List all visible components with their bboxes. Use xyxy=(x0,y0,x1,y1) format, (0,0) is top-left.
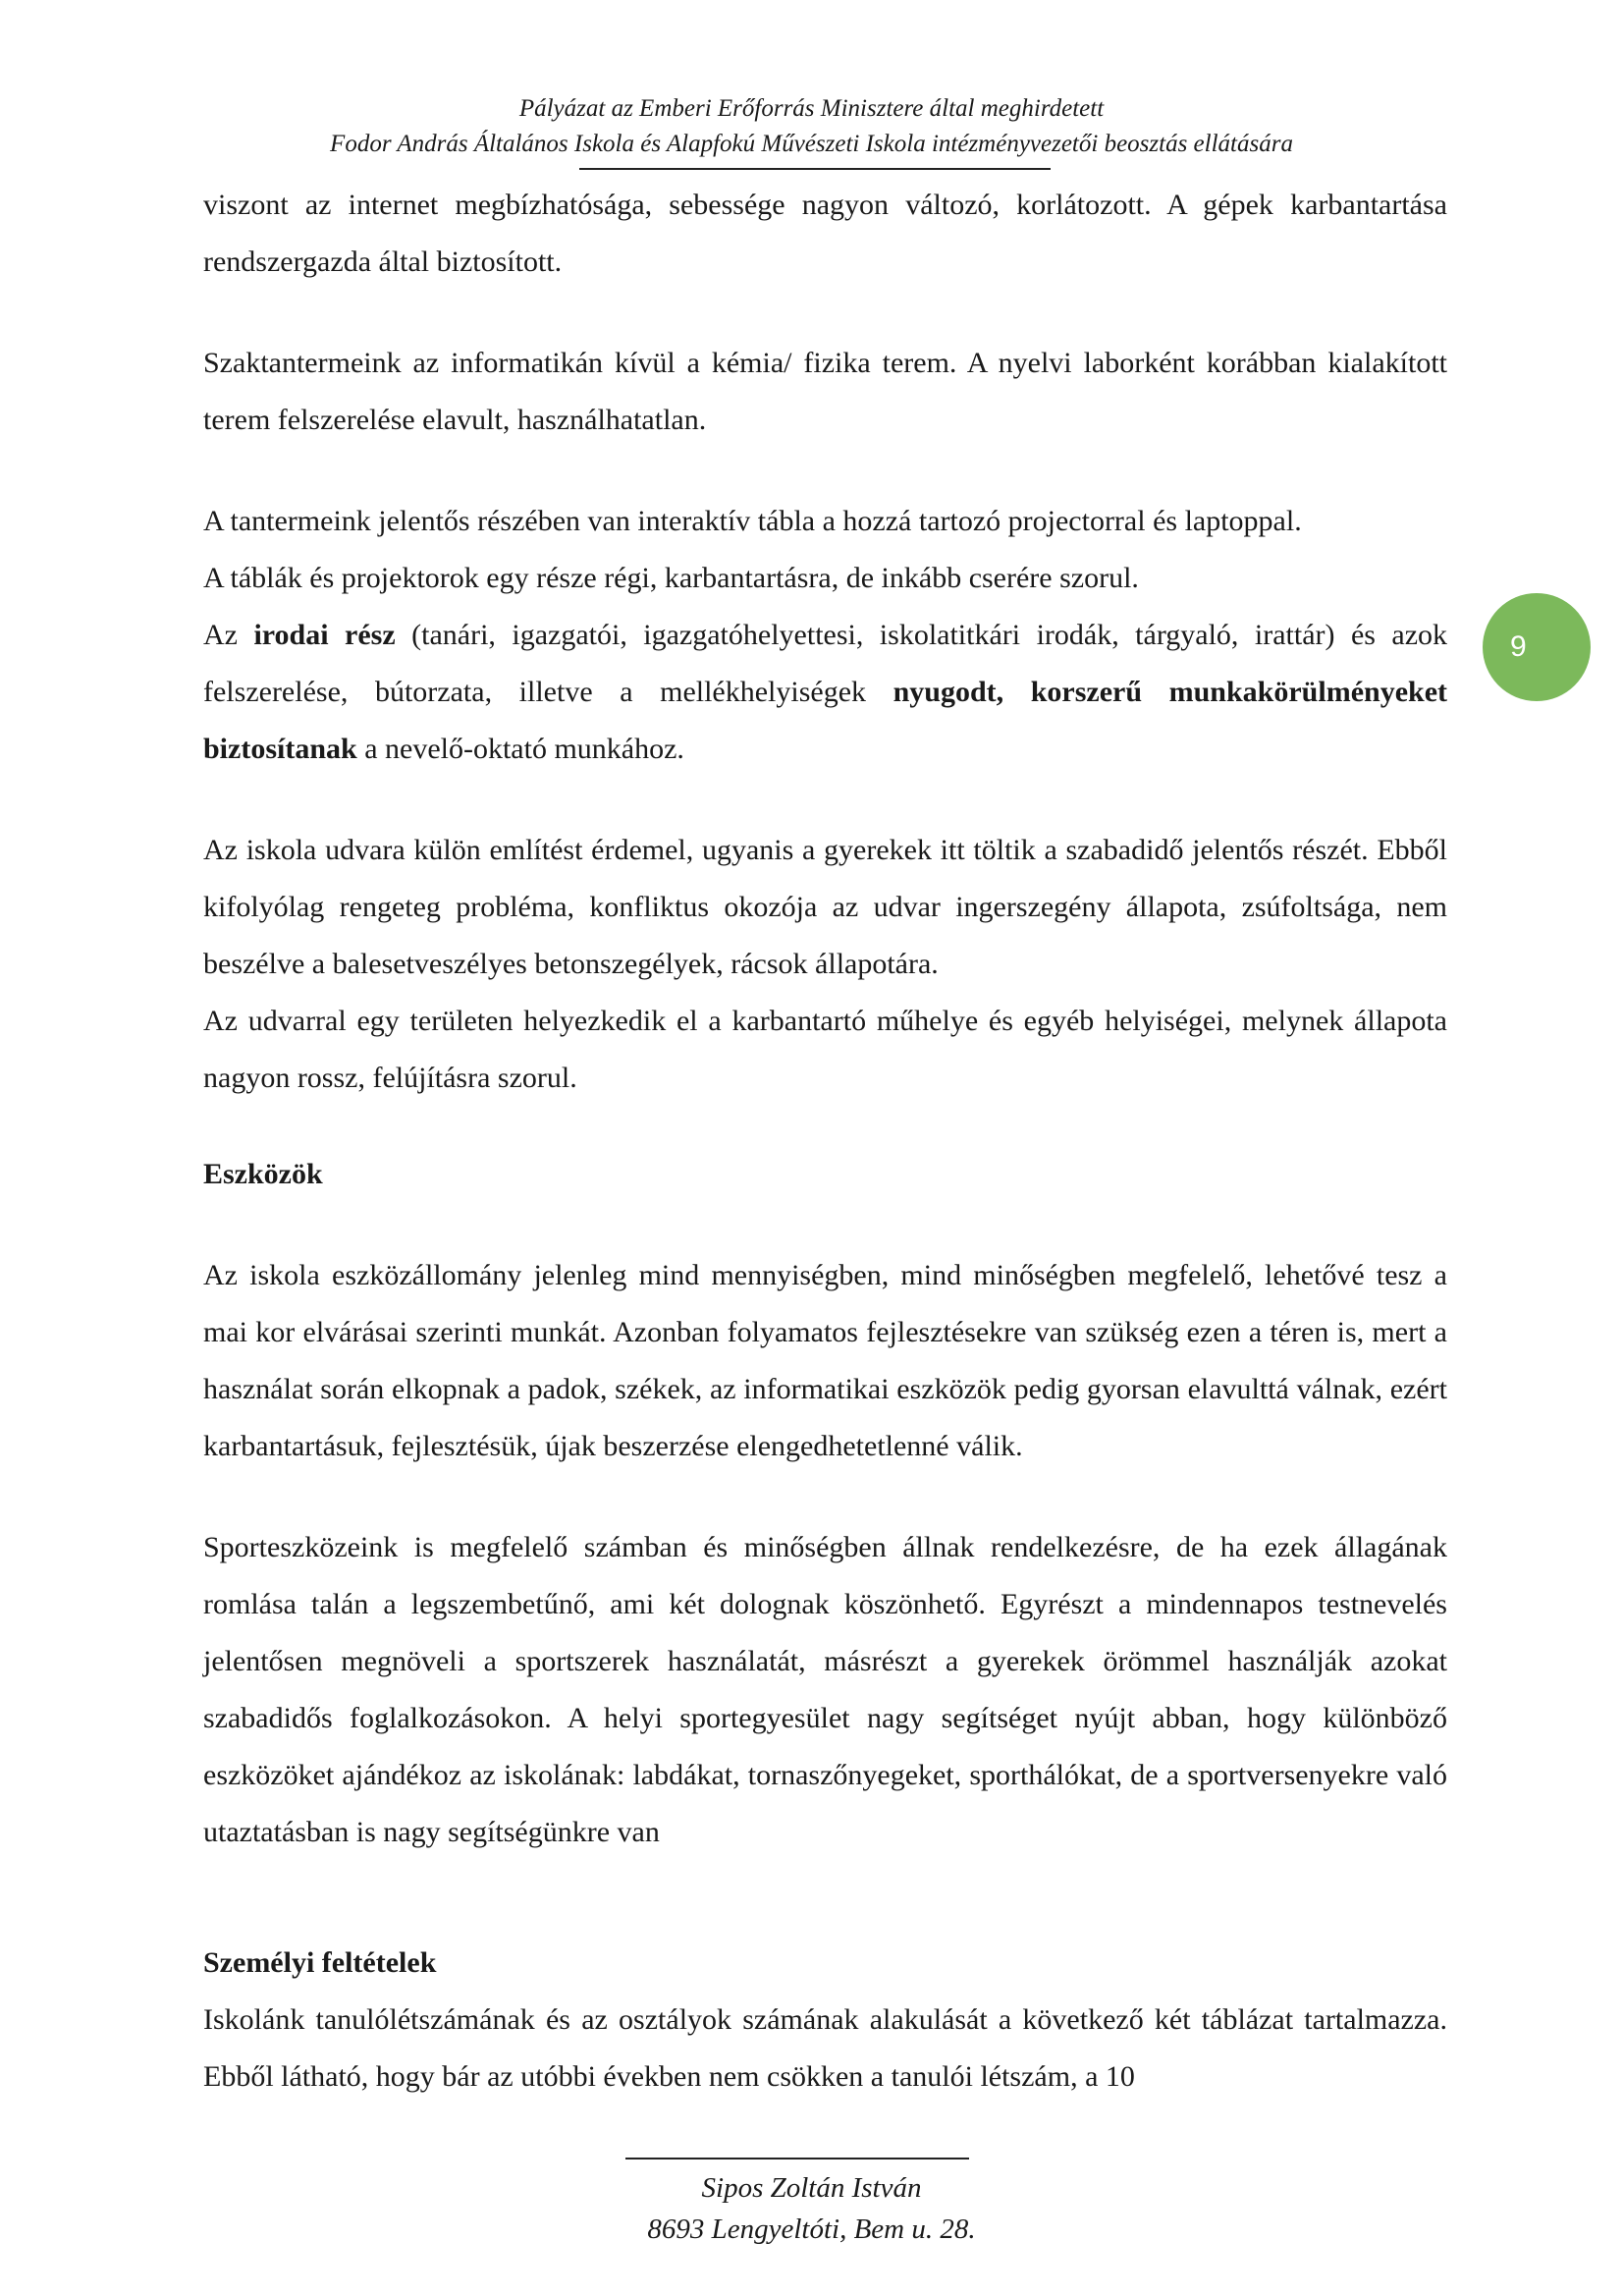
text-run: a nevelő-oktató munkához. xyxy=(356,733,684,765)
paragraph-tanuloletszam: Iskolánk tanulólétszámának és az osztályok számának alakulását a következő két táblázat tartalmazza. Ebből látható, hogy bár az utóbbi években nem csökken a tanulói létszám, a 10 xyxy=(203,2003,1447,2093)
footer-rule xyxy=(625,2158,969,2159)
heading-szemelyi-feltetelek: Személyi feltételek xyxy=(203,1946,437,1979)
paragraph-sporteszkozok: Sporteszközeink is megfelelő számban és minőségben állnak rendelkezésre, de ha ezek állagának romlása talán a legszembetűnő, ami két dolognak köszönhető. Egyrészt a mindennapos testnevelés jelentősen megnöveli a sportszerek használatát, másrészt a gyerekek örömmel használják azokat szabadidős foglalkozásokon. A helyi sportegyesület nagy segítséget nyújt abban, hogy különböző eszközöket ajándékoz az iskolának: labdákat, tornaszőnyegeket, sporthálókat, de a sportversenyekre való utaztatásban is nagy segítségünkre van xyxy=(203,1531,1447,1848)
paragraph-internet: viszont az internet megbízhatósága, sebessége nagyon változó, korlátozott. A gépek karbantartása rendszergazda által biztosított. xyxy=(203,189,1447,278)
header-title-line1: Pályázat az Emberi Erőforrás Minisztere által meghirdetett xyxy=(518,95,1105,122)
paragraph-szaktantermek: Szaktantermeink az informatikán kívül a kémia/ fizika terem. A nyelvi laborként korábban kialakított terem felszerelése elavult, használhatatlan. xyxy=(203,347,1447,436)
heading-eszkozok: Eszközök xyxy=(203,1158,323,1190)
paragraph-irodai-resz xyxy=(203,607,1447,778)
bold-munkakorulmenyek: nyugodt, korszerű munkakörülményeket biztosítanak xyxy=(203,676,1447,765)
text-run: Az xyxy=(203,619,254,651)
paragraph-tantermek: A tantermeink jelentős részében van interaktív tábla a hozzá tartozó projectorral és laptoppal. xyxy=(203,505,1302,537)
footer-name: Sipos Zoltán István xyxy=(701,2172,922,2204)
document-body xyxy=(203,177,1447,2105)
header-rule xyxy=(579,168,1051,170)
text-run: (tanári, igazgatói, igazgatóhelyettesi, iskolatitkári irodák, tárgyaló, irattár) és azok felszerelése, bútorzata, illetve a mellékhelyiségek xyxy=(203,619,1448,708)
paragraph-karbantarto: Az udvarral egy területen helyezkedik el a karbantartó műhelye és egyéb helyiségei, melynek állapota nagyon rossz, felújításra szorul. xyxy=(203,1005,1447,1094)
paragraph-eszkozallomany: Az iskola eszközállomány jelenleg mind mennyiségben, mind minőségben megfelelő, lehetővé tesz a mai kor elvárásai szerinti munkát. Azonban folyamatos fejlesztésekre van szükség ezen a téren is, mert a használat során elkopnak a padok, székek, az informatikai eszközök pedig gyorsan elavulttá válnak, ezért karbantartásuk, fejlesztésük, újak beszerzése elengedhetetlenné válik. xyxy=(203,1259,1447,1462)
header-title-line2: Fodor András Általános Iskola és Alapfokú Művészeti Iskola intézményvezetői beosztás ellátására xyxy=(330,131,1293,157)
paragraph-udvar: Az iskola udvara külön említést érdemel, ugyanis a gyerekek itt töltik a szabadidő jelentős részét. Ebből kifolyólag rengeteg probléma, konfliktus okozója az udvar ingerszegény állapota, zsúfoltsága, nem beszélve a balesetveszélyes betonszegélyek, rácsok állapotára. xyxy=(203,834,1447,980)
bold-irodai-resz: irodai rész xyxy=(253,619,396,651)
page-number-badge: 9 xyxy=(1483,593,1591,701)
paragraph-tablak: A táblák és projektorok egy része régi, karbantartásra, de inkább cserére szorul. xyxy=(203,562,1139,594)
footer-address: 8693 Lengyeltóti, Bem u. 28. xyxy=(647,2214,976,2245)
